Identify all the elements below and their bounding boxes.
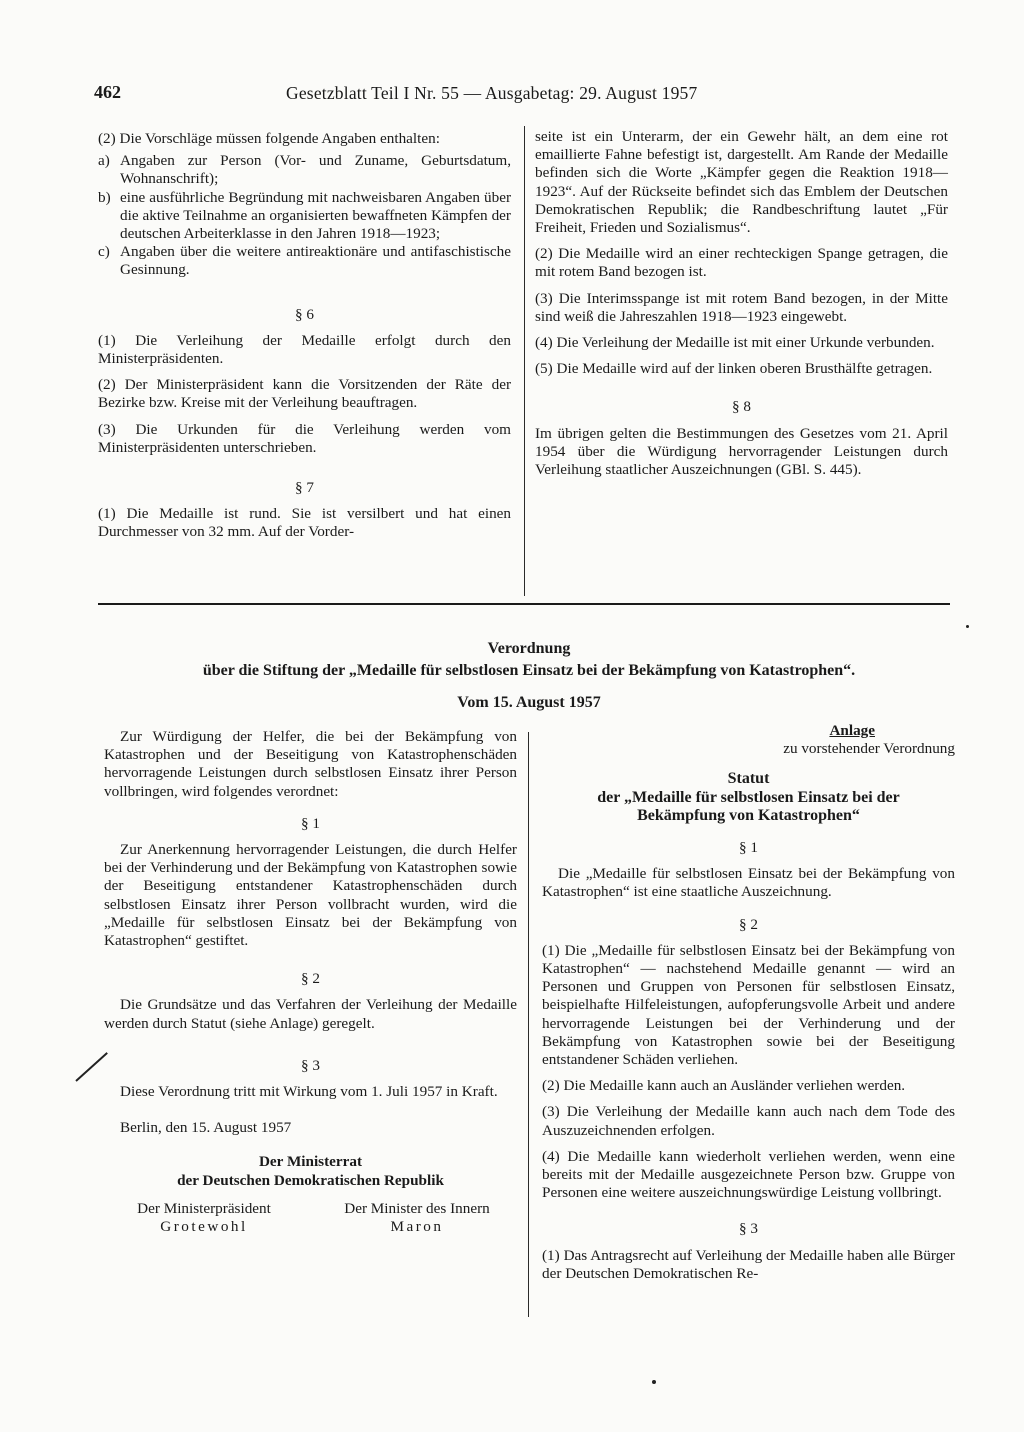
signature-row <box>104 1200 517 1236</box>
decree-title-line1: Verordnung <box>487 640 571 657</box>
statut-s2-p1: (1) Die „Medaille für selbstlosen Einsatz bei der Bekämpfung von Katastrophen“ — nachstehend Medaille genannt — wird an Personen und Gruppen von Personen für selbstlosen Einsatz, beispielhafte Hilfeleistungen, aufopferungsvolle Arbeit und andere hervorragende Leistungen bei der Verhinderung und der Bekämpfung von Katastrophen sowie bei der Beseitigung entstandener Schäden verliehen. <box>542 941 955 1069</box>
top-right-column <box>535 128 948 487</box>
anlage-label: Anlage <box>829 722 875 739</box>
section-heading: § 1 <box>301 814 320 832</box>
list-item <box>98 189 511 244</box>
council-line2: der Deutschen Demokratischen Republik <box>177 1171 444 1189</box>
list-item-text: Angaben zur Person (Vor- und Zuname, Geburtsdatum, Wohnanschrift); <box>120 152 511 188</box>
pen-mark <box>75 1052 108 1082</box>
decree-right-column <box>542 722 955 1291</box>
statut-s1-text: Die „Medaille für selbstlosen Einsatz bei der Bekämpfung von Katastrophen“ ist eine staatliche Auszeichnung. <box>542 865 955 901</box>
signatory-name: Maron <box>390 1218 444 1236</box>
section-heading: § 2 <box>739 915 758 933</box>
ink-dot <box>966 625 969 628</box>
list-marker: a) <box>98 152 110 170</box>
signature-block <box>104 1200 304 1236</box>
s6-p1: (1) Die Verleihung der Medaille erfolgt durch den Ministerpräsidenten. <box>98 331 511 368</box>
header-title: Gesetzblatt Teil I Nr. 55 — Ausgabetag: 29. August 1957 <box>286 83 698 103</box>
list-item <box>98 152 511 188</box>
s7-p1: (1) Die Medaille ist rund. Sie ist versilbert und hat einen Durchmesser von 32 mm. Auf der Vorder- <box>98 505 511 541</box>
s7-p4: (4) Die Verleihung der Medaille ist mit einer Urkunde verbunden. <box>535 334 935 352</box>
list-item-text: eine ausführliche Begründung mit nachweisbaren Angaben über die aktive Teilnahme an organisierten bewaffneten Kämpfen der deutschen Arbeiterklasse in den Jahren 1918—1923; <box>120 188 511 243</box>
s6-p2: (2) Der Ministerpräsident kann die Vorsitzenden der Räte der Bezirke bzw. Kreise mit der Verleihung beauftragen. <box>98 376 511 412</box>
list-marker: c) <box>98 243 110 261</box>
decree-s2-text: Die Grundsätze und das Verfahren der Verleihung der Medaille werden durch Statut (siehe Anlage) geregelt. <box>104 996 517 1032</box>
section-heading: § 8 <box>732 398 751 416</box>
column-divider <box>524 126 525 596</box>
statut-title: Statut <box>727 770 770 788</box>
signatory-role: Der Minister des Innern <box>344 1199 490 1217</box>
s8-text: Im übrigen gelten die Bestimmungen des Gesetzes vom 21. April 1954 über die Würdigung hervorragender Leistungen durch Verleihung staatlicher Auszeichnungen (GBl. S. 445). <box>535 424 948 479</box>
section-heading: § 7 <box>295 479 314 497</box>
list-marker: b) <box>98 188 111 206</box>
statut-subtitle-2: Bekämpfung von Katastrophen“ <box>637 806 860 824</box>
statut-s2-p4: (4) Die Medaille kann wiederholt verliehen werden, wenn eine bereits mit der Medaille ausgezeichnete Person bzw. Gruppe von Personen eine weitere auszeichnungswürdige Leistung vollbringt. <box>542 1147 955 1202</box>
decree-s1-text: Zur Anerkennung hervorragender Leistungen, die durch Helfer bei der Verhinderung und der Bekämpfung von Katastrophen sowie der Beseitigung entstandener Katastrophenschäden durch selbstlosen Einsatz ihrer Person vollbracht wurden, wird die „Medaille für selbstlosen Einsatz bei der Bekämpfung von Katastrophen“ gestiftet. <box>104 841 517 950</box>
section-separator <box>98 603 950 605</box>
ink-dot <box>652 1380 656 1384</box>
top-left-column <box>98 130 511 550</box>
statut-s2-p2: (2) Die Medaille kann auch an Ausländer verliehen werden. <box>542 1077 906 1095</box>
section-heading: § 1 <box>739 839 758 857</box>
signatory-role: Der Ministerpräsident <box>137 1199 271 1217</box>
requirements-list <box>98 152 511 279</box>
s7-p2: (2) Die Medaille wird an einer rechteckigen Spange getragen, die mit rotem Band bezogen ist. <box>535 245 948 281</box>
page-header <box>94 82 964 106</box>
list-item-text: Angaben über die weitere antireaktionäre und antifaschistische Gesinnung. <box>120 243 511 279</box>
s6-p3: (3) Die Urkunden für die Verleihung werden vom Ministerpräsidenten unterschrieben. <box>98 420 511 456</box>
section-heading: § 2 <box>301 970 320 988</box>
decree-title-line2: über die Stiftung der „Medaille für selbstlosen Einsatz bei der Bekämpfung von Katastrophen“. <box>202 662 856 679</box>
section-heading: § 3 <box>739 1220 758 1238</box>
council-line1: Der Ministerrat <box>258 1153 363 1171</box>
section-heading: § 3 <box>301 1056 320 1074</box>
s7-p3: (3) Die Interimsspange ist mit rotem Band bezogen, in der Mitte sind weiß die Jahreszahlen 1918—1923 eingewebt. <box>535 289 948 325</box>
decree-s3-text: Diese Verordnung tritt mit Wirkung vom 1. Juli 1957 in Kraft. <box>120 1083 498 1101</box>
signature-block <box>317 1200 517 1236</box>
decree-left-column <box>104 728 517 1236</box>
place-date: Berlin, den 15. August 1957 <box>120 1119 292 1137</box>
anlage-subtitle: zu vorstehender Verordnung <box>783 740 955 758</box>
section-heading: § 6 <box>295 305 314 323</box>
statut-subtitle-1: der „Medaille für selbstlosen Einsatz bei der <box>597 788 900 806</box>
list-item <box>98 243 511 279</box>
s7-p5: (5) Die Medaille wird auf der linken oberen Brusthälfte getragen. <box>535 360 933 378</box>
statut-s3-text: (1) Das Antragsrecht auf Verleihung der Medaille haben alle Bürger der Deutschen Demokratischen Re- <box>542 1246 955 1282</box>
s5-p2-intro: (2) Die Vorschläge müssen folgende Angaben enthalten: <box>98 130 440 147</box>
page-number: 462 <box>94 82 121 102</box>
column-divider <box>528 732 529 1317</box>
statut-s2-p3: (3) Die Verleihung der Medaille kann auch nach dem Tode des Auszuzeichnenden erfolgen. <box>542 1103 955 1139</box>
decree-preamble: Zur Würdigung der Helfer, die bei der Bekämpfung von Katastrophen und der Beseitigung von Katastrophenschäden hervorragende Leistungen durch selbstlosen Einsatz ihrer Person vollbringen, wird folgendes verordnet: <box>104 728 517 800</box>
signatory-name: Grotewohl <box>160 1218 248 1236</box>
decree-date: Vom 15. August 1957 <box>457 694 601 711</box>
s7-p1-continued: seite ist ein Unterarm, der ein Gewehr hält, an dem eine rot emaillierte Fahne befestigt ist, dargestellt. Am Rande der Medaille befinden sich die Worte „Kämpfer gegen die Reaktion 1918—1923“. Auf der Rückseite befindet sich das Emblem der Deutschen Demokratischen Republik; die Randbeschriftung lautet „Für Freiheit, Frieden und Sozialismus“. <box>535 128 948 237</box>
